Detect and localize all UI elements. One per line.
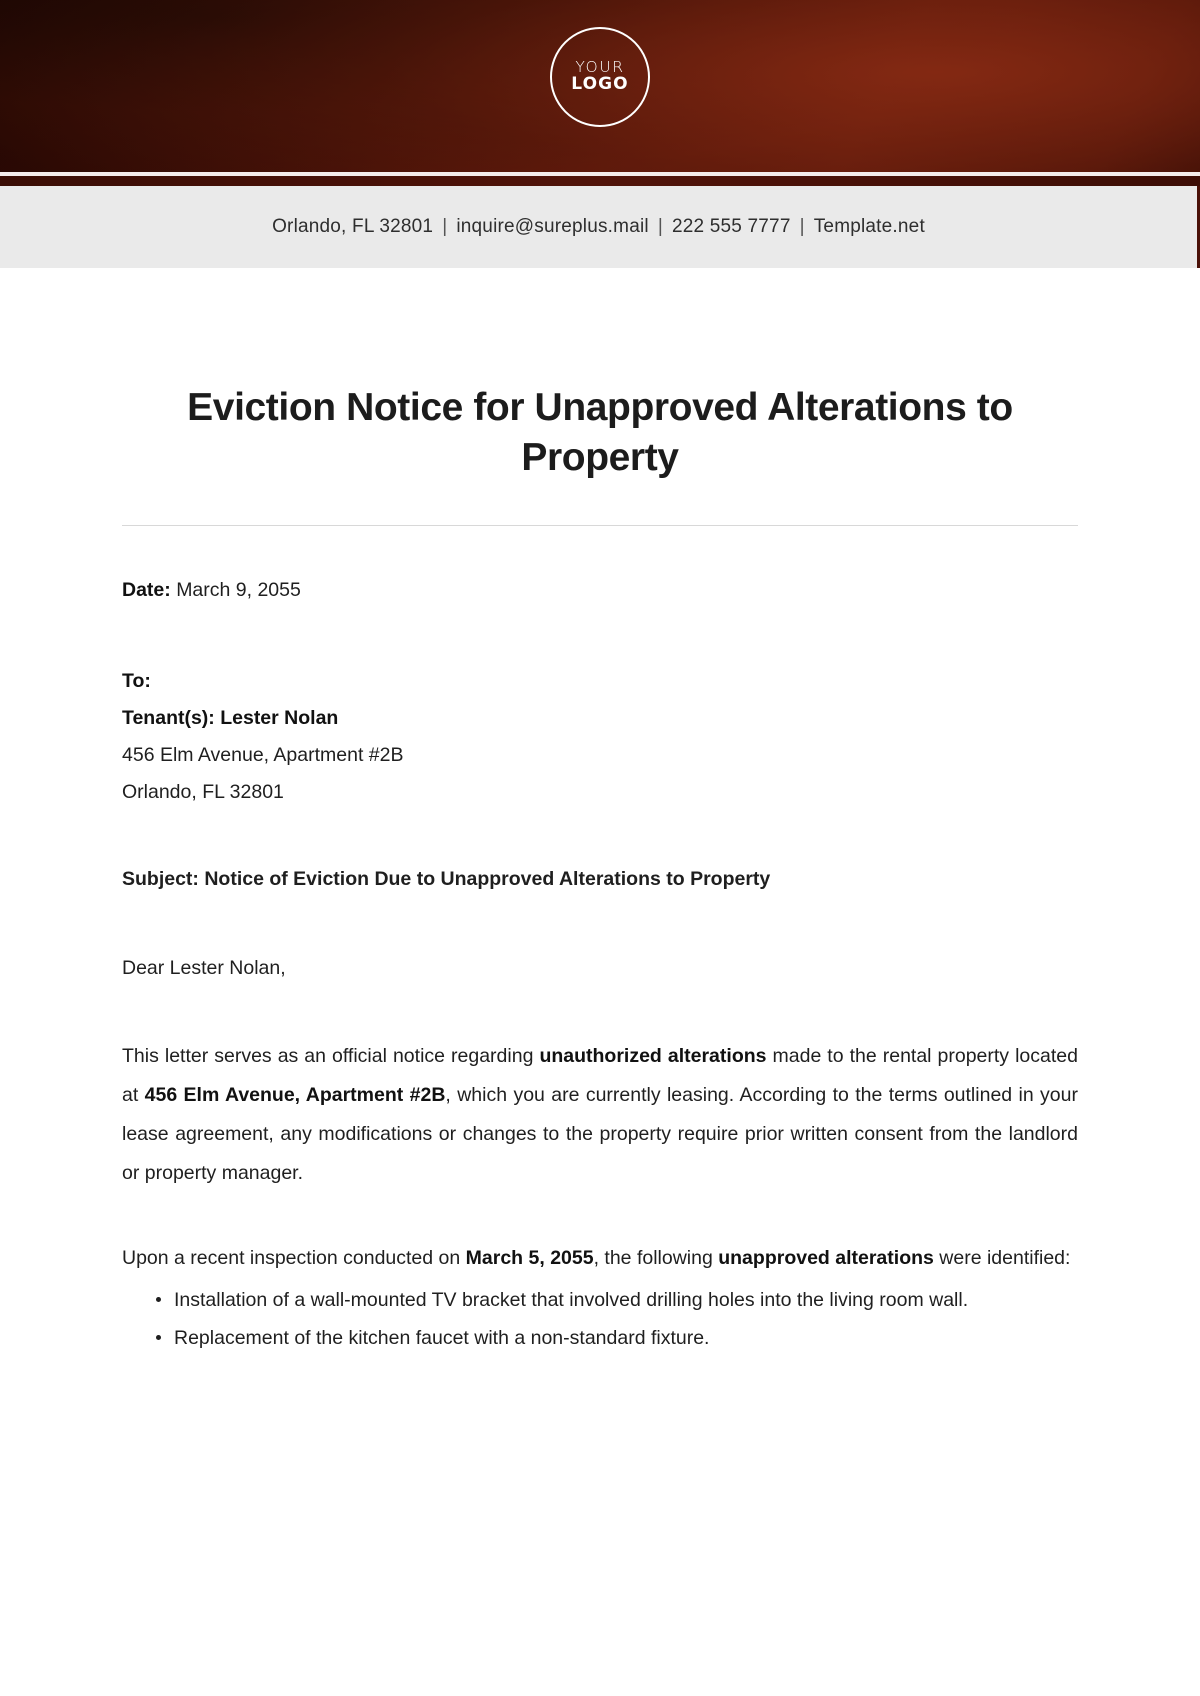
body-paragraph-2: [122, 1239, 1078, 1278]
page-title: Eviction Notice for Unapproved Alterations to Property: [187, 386, 1013, 479]
paragraph-1-text-1: This letter serves as an official notice regarding: [122, 1045, 540, 1068]
recipient-block: [122, 663, 1078, 811]
paragraph-1-bold-2: 456 Elm Avenue, Apartment #2B: [144, 1084, 446, 1107]
tenant-name: Tenant(s): Lester Nolan: [122, 706, 339, 729]
paragraph-1-text-3: , which you are currently leasing. According to the terms outlined in your lease agreement, any modifications or changes to the property require prior written consent from the landlord or property manager.: [122, 1084, 1078, 1185]
list-item: Replacement of the kitchen faucet with a non-standard fixture.: [156, 1320, 1078, 1356]
document-content: [0, 268, 1200, 1356]
findings-list: [122, 1282, 1078, 1356]
title-divider: [122, 525, 1078, 526]
paragraph-1-text-2: made to the rental property located at: [122, 1045, 1078, 1107]
logo-text-top: YOUR: [575, 58, 625, 77]
recipient-address-line-2: Orlando, FL 32801: [122, 781, 284, 803]
contact-details: [272, 216, 925, 238]
paragraph-1-bold-1: unauthorized alterations: [539, 1045, 767, 1068]
logo-text-bottom: LOGO: [571, 74, 629, 95]
contact-website[interactable]: Template.net: [813, 216, 925, 237]
list-item: Installation of a wall-mounted TV bracket that involved drilling holes into the living room wall.: [156, 1282, 1078, 1318]
paragraph-2-text-1: Upon a recent inspection conducted on: [122, 1247, 466, 1270]
paragraph-2-text-3: were identified:: [933, 1247, 1071, 1270]
subject-line: Subject: Notice of Eviction Due to Unapproved Alterations to Property: [122, 868, 771, 891]
contact-bar: [0, 186, 1200, 268]
header-stripe-accent: [0, 176, 1200, 186]
header-banner: [0, 0, 1200, 172]
date-line: [122, 572, 1078, 609]
contact-separator-3: |: [799, 216, 805, 237]
greeting-line: Dear Lester Nolan,: [122, 957, 286, 980]
paragraph-2-bold-1: March 5, 2055: [465, 1247, 594, 1270]
date-value: March 9, 2055: [176, 578, 301, 601]
contact-separator-1: |: [442, 216, 448, 237]
paragraph-2-text-2: , the following: [593, 1247, 719, 1270]
body-paragraph-1: [122, 1037, 1078, 1193]
to-label: To:: [122, 669, 151, 692]
company-logo: [550, 27, 650, 127]
recipient-address-line-1: 456 Elm Avenue, Apartment #2B: [122, 743, 404, 766]
contact-email[interactable]: inquire@sureplus.mail: [456, 216, 649, 237]
contact-address: Orlando, FL 32801: [272, 216, 434, 237]
paragraph-2-bold-2: unapproved alterations: [718, 1247, 934, 1270]
contact-separator-2: |: [657, 216, 663, 237]
date-label: Date:: [122, 578, 171, 601]
contact-phone[interactable]: 222 555 7777: [671, 216, 791, 237]
